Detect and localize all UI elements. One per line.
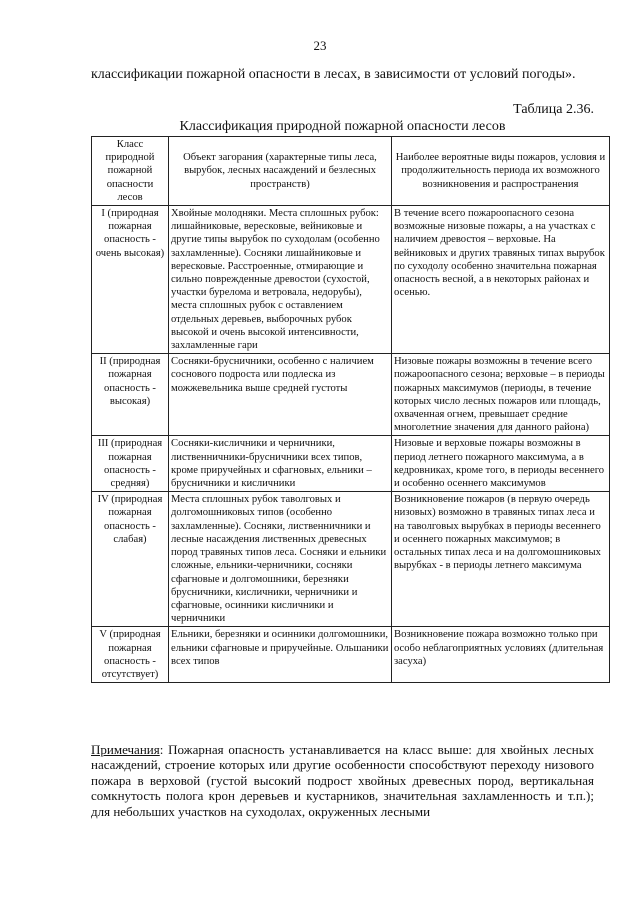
- notes-paragraph: [91, 742, 594, 819]
- object-cell: Хвойные молодняки. Места сплошных рубок: лишайниковые, вересковые, вейниковые и другие типы вырубок по суходолам (особенно захламленные). Сосняки лишайниковые и вересковые. Расстроенные, отмирающие и сильно поврежденные древостои (сухостой, участки бурелома и ветровала, недорубы), места сплошных рубок с оставлением отдельных деревьев, выборочных рубок высокой и очень высокой интенсивности, захламленные гари: [169, 206, 392, 354]
- fire-cell: Возникновение пожара возможно только при особо неблагоприятных условиях (длительная засуха): [392, 627, 610, 683]
- table-header-row: [92, 137, 610, 206]
- table-row: [92, 206, 610, 354]
- table-row: [92, 492, 610, 627]
- fire-cell: Возникновение пожаров (в первую очередь низовых) возможно в травяных типах леса и на таволговых вырубках в периоды весеннего и осеннего пожарных максимумов; в остальных типах леса и на долгомошниковых вырубках - в периоды летнего максимума: [392, 492, 610, 627]
- class-cell: V (природная пожарная опасность - отсутствует): [92, 627, 169, 683]
- table-row: [92, 354, 610, 436]
- object-cell: Сосняки-кисличники и черничники, лиственничники-брусничники всех типов, кроме приручейных и сфагновых, ельники – брусничники и кисличники: [169, 436, 392, 492]
- fire-cell: Низовые и верховые пожары возможны в период летнего пожарного максимума, а в кедровниках, кроме того, в периоды весеннего и особенно осеннего максимумов: [392, 436, 610, 492]
- fire-cell: В течение всего пожароопасного сезона возможные низовые пожары, а на участках с наличием древостоя – верховые. На вейниковых и других травяных типах вырубок по суходолу особенно значительна пожарная опасность весной, а в некоторых районах и осенью.: [392, 206, 610, 354]
- table-row: [92, 627, 610, 683]
- fire-cell: Низовые пожары возможны в течение всего пожароопасного сезона; верховые – в периоды пожарных максимумов (периоды, в течение которых число лесных пожаров или площадь, охваченная огнем, превышает средние многолетние значения для данного района): [392, 354, 610, 436]
- object-cell: Ельники, березняки и осинники долгомошники, ельники сфагновые и приручейные. Ольшаники всех типов: [169, 627, 392, 683]
- page-number: 23: [313, 38, 327, 53]
- class-cell: III (природная пожарная опасность - средняя): [92, 436, 169, 492]
- class-cell: IV (природная пожарная опасность - слабая): [92, 492, 169, 627]
- header-class: Класс природной пожарной опасности лесов: [92, 137, 169, 206]
- notes-text: : Пожарная опасность устанавливается на класс выше: для хвойных лесных насаждений, строение которых или другие особенности способствуют переходу низового пожара в верховой (густой высокий подрост хвойных древесных пород, вертикальная сомкнутость полога крон деревьев и кустарников, значительная захламленность и т.п.); для небольших участков на суходолах, окруженных лесными: [91, 742, 594, 819]
- object-cell: Сосняки-брусничники, особенно с наличием соснового подроста или подлеска из можжевельника выше средней густоты: [169, 354, 392, 436]
- object-cell: Места сплошных рубок таволговых и долгомошниковых типов (особенно захламленные). Сосняки, лиственничники и лесные насаждения лиственных древесных пород травяных типов леса. Сосняки и ельники сложные, ельники-черничники, сосняки сфагновые и долгомошники, березняки брусничники, кисличники, черничники и сфагновые, осинники кисличники и черничники: [169, 492, 392, 627]
- notes-label: Примечания: [91, 742, 160, 757]
- header-object: Объект загорания (характерные типы леса, вырубок, лесных насаждений и безлесных пространств): [169, 137, 392, 206]
- table-row: [92, 436, 610, 492]
- class-cell: I (природная пожарная опасность - очень высокая): [92, 206, 169, 354]
- intro-paragraph: классификации пожарной опасности в лесах, в зависимости от условий погоды».: [91, 67, 576, 82]
- fire-danger-table: [91, 136, 610, 683]
- class-cell: II (природная пожарная опасность - высокая): [92, 354, 169, 436]
- header-fire-types: Наиболее вероятные виды пожаров, условия и продолжительность периода их возможного возникновения и распространения: [392, 137, 610, 206]
- table-number: Таблица 2.36.: [513, 102, 594, 117]
- table-title: Классификация природной пожарной опасности лесов: [179, 119, 506, 134]
